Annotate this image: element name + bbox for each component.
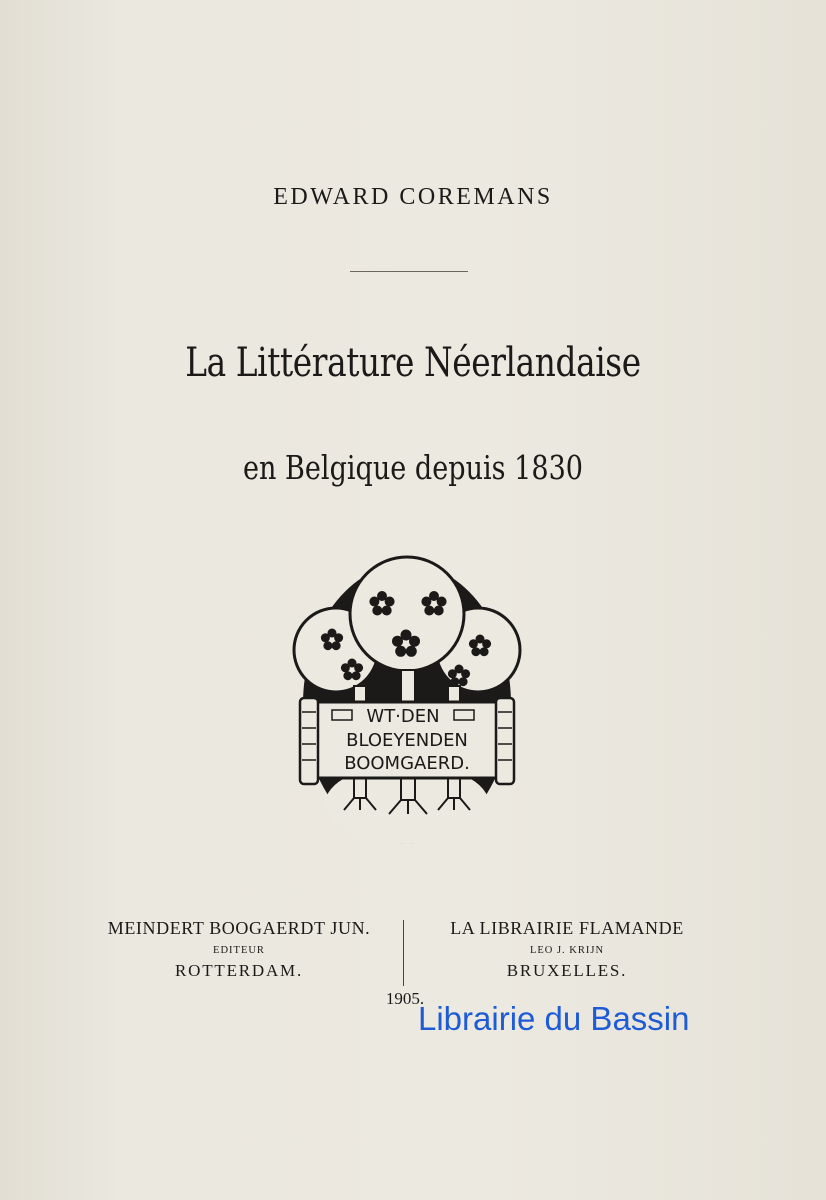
- emblem-text-line3: BOOMGAERD.: [344, 753, 470, 774]
- publisher-left-role: EDITEUR: [213, 945, 265, 956]
- emblem-text-line1: WT·DEN: [366, 706, 440, 727]
- publication-year: 1905.: [385, 989, 425, 1008]
- publisher-emblem-tree-icon: [292, 552, 522, 852]
- publisher-divider: [403, 920, 404, 986]
- publisher-right: [414, 918, 720, 981]
- separator-rule: [350, 271, 468, 272]
- publisher-left: [86, 918, 392, 981]
- emblem-text-line2: BLOEYENDEN: [346, 730, 468, 751]
- publisher-right-city: BRUXELLES.: [506, 961, 628, 980]
- book-title: La Littérature Néerlandaise: [185, 340, 641, 386]
- author-name: EDWARD COREMANS: [273, 184, 553, 210]
- publisher-right-name: LA LIBRAIRIE FLAMANDE: [450, 918, 684, 938]
- publisher-left-name: MEINDERT BOOGAERDT JUN.: [107, 918, 371, 938]
- watermark: Librairie du Bassin: [418, 1000, 690, 1037]
- book-subtitle: en Belgique depuis 1830: [242, 448, 584, 487]
- publisher-left-city: ROTTERDAM.: [174, 961, 304, 980]
- publisher-right-role: LEO J. KRIJN: [529, 945, 605, 956]
